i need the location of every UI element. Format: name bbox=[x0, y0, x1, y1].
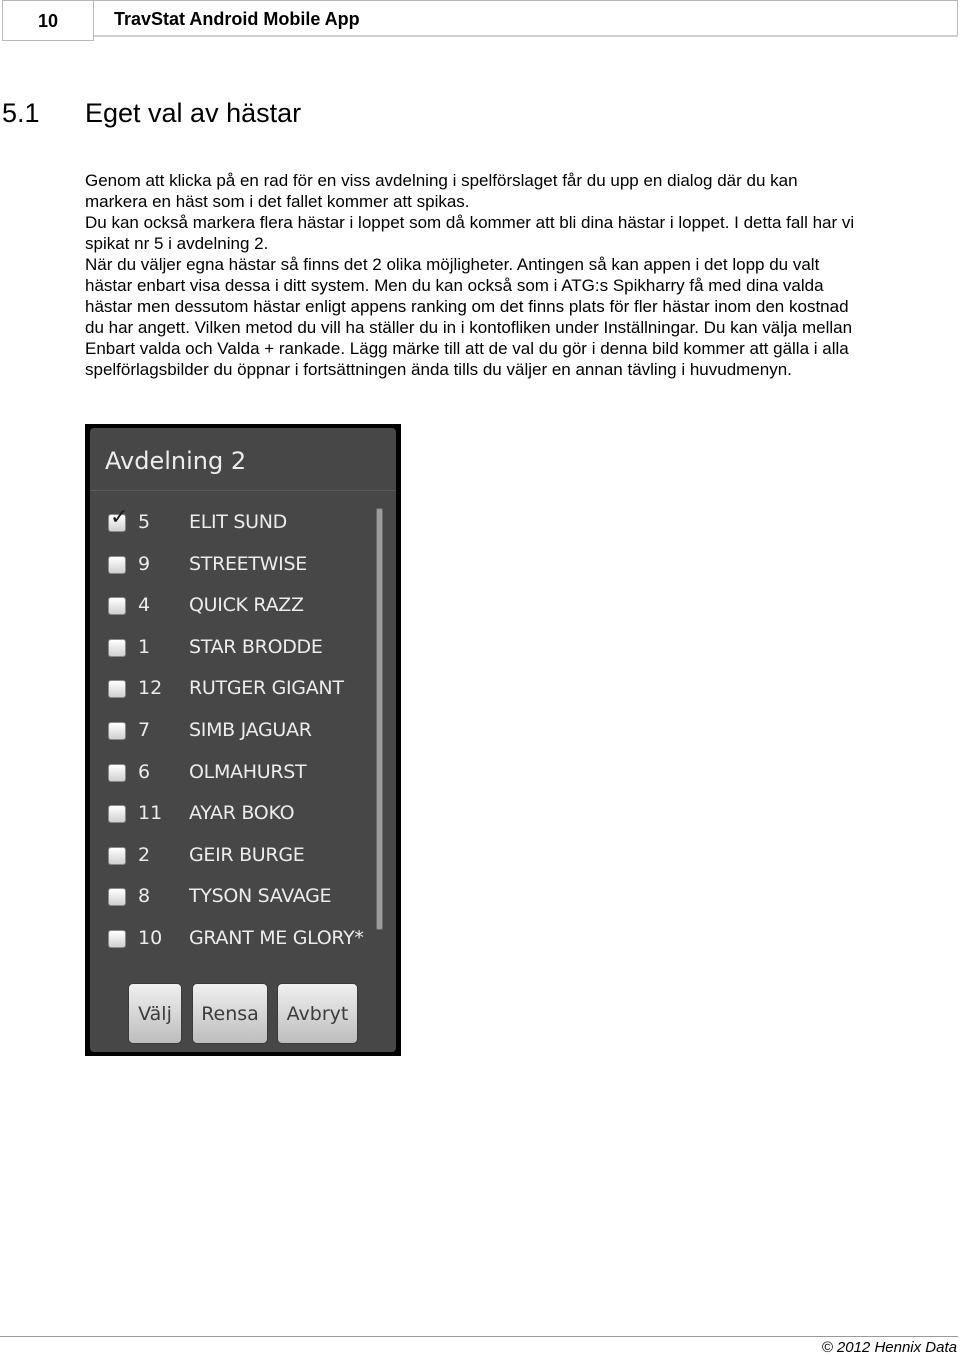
horse-name: TYSON SAVAGE bbox=[189, 885, 332, 908]
horse-name: SIMB JAGUAR bbox=[189, 718, 312, 741]
horse-checkbox[interactable] bbox=[108, 764, 126, 782]
horse-list bbox=[90, 505, 396, 966]
horse-number: 5 bbox=[138, 511, 151, 533]
section-number: 5.1 bbox=[2, 98, 40, 128]
header-shadow bbox=[94, 35, 958, 37]
horse-number: 6 bbox=[138, 760, 151, 783]
horse-checkbox[interactable] bbox=[108, 722, 126, 740]
horse-row[interactable] bbox=[90, 799, 380, 841]
horse-number: 8 bbox=[138, 885, 151, 908]
cancel-button[interactable]: Avbryt bbox=[277, 983, 358, 1044]
clear-button[interactable]: Rensa bbox=[192, 983, 268, 1044]
footer-divider bbox=[0, 1336, 958, 1337]
body-line: När du väljer egna hästar så finns det 2 olika möjligheter. Antingen så kan appen i det lopp du valt bbox=[85, 255, 820, 274]
horse-number: 2 bbox=[138, 843, 151, 866]
horse-name: AYAR BOKO bbox=[189, 802, 295, 825]
horse-name: STREETWISE bbox=[189, 552, 307, 575]
horse-row[interactable] bbox=[90, 924, 380, 966]
body-line: Genom att klicka på en rad för en viss avdelning i spelförslaget får du upp en dialog där du kan bbox=[85, 171, 798, 190]
horse-selection-dialog bbox=[90, 428, 396, 1052]
horse-checkbox[interactable] bbox=[108, 930, 126, 948]
horse-name: OLMAHURST bbox=[189, 760, 307, 783]
horse-row[interactable] bbox=[90, 591, 380, 633]
horse-row[interactable] bbox=[90, 633, 380, 675]
body-line: hästar enbart visa dessa i ditt system. Men du kan också som i ATG:s Spikharry få med dina valda bbox=[85, 276, 824, 295]
horse-number: 11 bbox=[138, 802, 163, 825]
horse-number: 4 bbox=[138, 594, 151, 617]
body-paragraph bbox=[85, 170, 953, 380]
horse-name: GEIR BURGE bbox=[189, 843, 305, 866]
horse-name: RUTGER GIGANT bbox=[189, 677, 344, 700]
body-line: Enbart valda och Valda + rankade. Lägg märke till att de val du gör i denna bild kommer att gälla i alla bbox=[85, 339, 849, 358]
body-line: spikat nr 5 i avdelning 2. bbox=[85, 234, 269, 253]
app-screenshot bbox=[85, 424, 401, 1056]
footer-copyright: © 2012 Hennix Data bbox=[821, 1339, 957, 1356]
horse-row[interactable] bbox=[90, 674, 380, 716]
body-line: Du kan också markera flera hästar i loppet som då kommer att bli dina hästar i loppet. I detta fall har vi bbox=[85, 213, 855, 232]
page-number: 10 bbox=[2, 0, 94, 41]
select-button[interactable]: Välj bbox=[128, 983, 182, 1044]
horse-checkbox[interactable] bbox=[108, 888, 126, 906]
horse-number: 12 bbox=[138, 677, 163, 700]
horse-row[interactable] bbox=[90, 505, 380, 550]
horse-row[interactable] bbox=[90, 716, 380, 758]
checkmark-icon: ✓ bbox=[110, 505, 129, 530]
dialog-title: Avdelning 2 bbox=[105, 447, 247, 475]
horse-name: ELIT SUND bbox=[189, 511, 287, 533]
horse-name: STAR BRODDE bbox=[189, 635, 323, 658]
horse-row[interactable] bbox=[90, 550, 380, 592]
body-line: du har angett. Vilken metod du vill ha ställer du in i kontofliken under Inställningar. Du kan välja mellan bbox=[85, 318, 853, 337]
horse-name: QUICK RAZZ bbox=[189, 594, 304, 617]
horse-row[interactable] bbox=[90, 758, 380, 800]
dialog-divider bbox=[90, 490, 396, 491]
document-title: TravStat Android Mobile App bbox=[94, 0, 958, 36]
horse-checkbox[interactable] bbox=[108, 639, 126, 657]
horse-number: 1 bbox=[138, 635, 151, 658]
body-line: markera en häst som i det fallet kommer att spikas. bbox=[85, 192, 470, 211]
horse-name: GRANT ME GLORY* bbox=[189, 926, 364, 949]
list-scrollbar[interactable] bbox=[376, 508, 383, 930]
horse-row[interactable] bbox=[90, 882, 380, 924]
horse-number: 9 bbox=[138, 552, 151, 575]
horse-checkbox[interactable] bbox=[108, 680, 126, 698]
section-title: Eget val av hästar bbox=[85, 98, 302, 128]
body-line: hästar men dessutom hästar enligt appens ranking om det finns plats för fler hästar inom den kostnad bbox=[85, 297, 849, 316]
horse-checkbox[interactable] bbox=[108, 597, 126, 615]
horse-checkbox[interactable] bbox=[108, 556, 126, 574]
horse-checkbox[interactable] bbox=[108, 805, 126, 823]
body-line: spelförlagsbilder du öppnar i fortsättningen ända tills du väljer en annan tävling i huvudmenyn. bbox=[85, 360, 792, 379]
horse-number: 7 bbox=[138, 718, 151, 741]
horse-row[interactable] bbox=[90, 841, 380, 883]
horse-checkbox[interactable] bbox=[108, 505, 129, 532]
horse-checkbox[interactable] bbox=[108, 847, 126, 865]
horse-number: 10 bbox=[138, 926, 163, 949]
